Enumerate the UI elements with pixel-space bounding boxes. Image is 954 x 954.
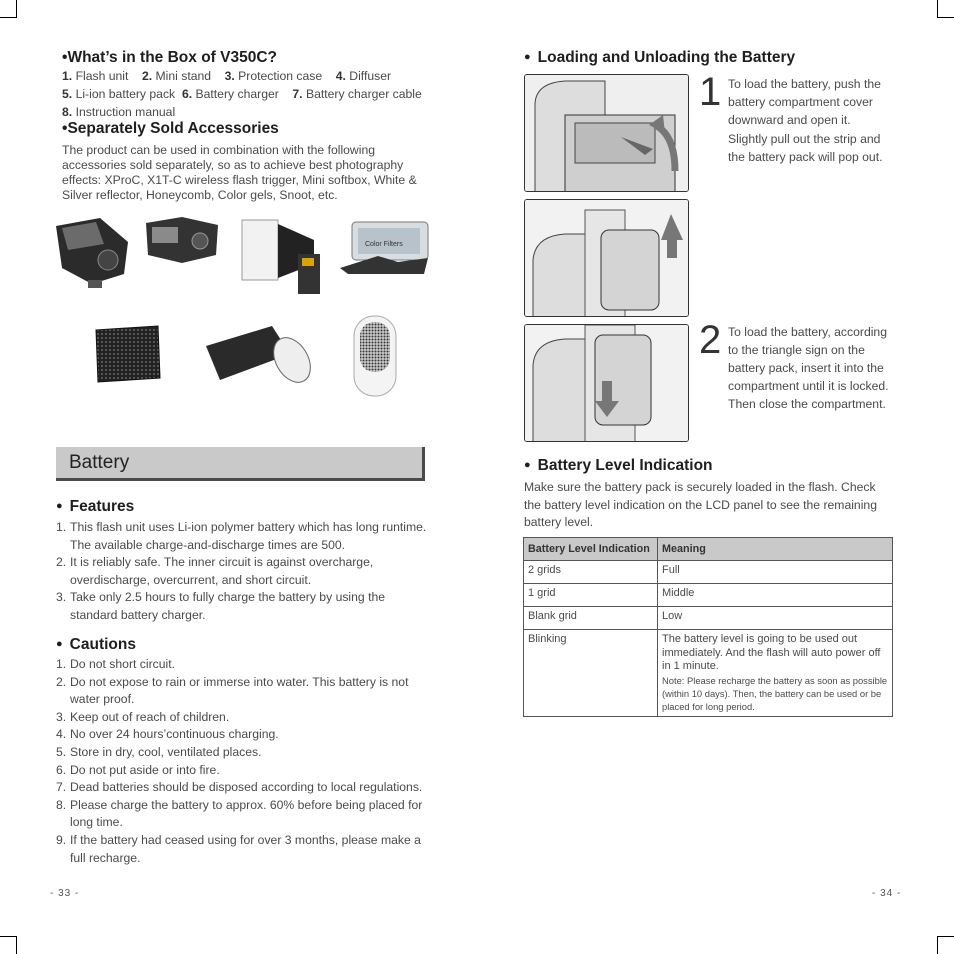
table-cell: Blinking xyxy=(524,630,658,717)
step-2-text: To load the battery, according to the triangle sign on the battery pack, insert it into the compartment until it is locked. Then close the compartment. xyxy=(728,325,889,411)
snoot-image xyxy=(200,320,312,388)
table-header-row xyxy=(524,538,893,561)
table-cell: Blank grid xyxy=(524,607,658,630)
table-header-cell: Battery Level Indication xyxy=(524,538,658,561)
battery-popout-photo xyxy=(524,199,689,317)
crop-mark xyxy=(937,0,938,18)
list-item: 3. Take only 2.5 hours to fully charge the battery by using the standard battery charger. xyxy=(56,590,386,622)
box-contents-title: • What’s in the Box of V350C? xyxy=(62,49,277,67)
x1tc-trigger-image xyxy=(142,215,222,265)
loading-title: ● Loading and Unloading the Battery xyxy=(524,49,795,67)
list-item: 1. Do not short circuit. xyxy=(56,657,175,671)
crop-mark xyxy=(16,0,17,18)
list-item: 3. Keep out of reach of children. xyxy=(56,709,230,724)
crop-mark xyxy=(937,936,954,937)
table-cell: 1 grid xyxy=(524,584,658,607)
crop-mark xyxy=(0,936,17,937)
level-title: ● Battery Level Indication xyxy=(524,457,713,475)
table-cell: 2 grids xyxy=(524,561,658,584)
accessories-text: The product can be used in combination with the following accessories sold separately, so as to achieve best photography effects: XProC, X1T-C wireless flash trigger, Mini softbox, White & Silver reflector, Honeycomb, Color gels, Snoot, etc. xyxy=(62,143,417,202)
honeycomb-image xyxy=(92,324,164,384)
table-row xyxy=(524,561,893,584)
page-number-left: - 33 - xyxy=(50,888,80,899)
cautions-title: ● Cautions xyxy=(56,636,136,654)
list-item: 7. Dead batteries should be disposed according to local regulations. xyxy=(56,780,423,795)
list-item: 2. It is reliably safe. The inner circuit is against overcharge, overdischarge, overcurrent, and short circuit. xyxy=(56,555,374,587)
list-item: 4. No over 24 hours’continuous charging. xyxy=(56,727,279,742)
features-list xyxy=(56,519,428,625)
battery-cover-photo xyxy=(524,74,689,192)
list-item: 9. If the battery had ceased using for over 3 months, please make a full recharge. xyxy=(56,832,421,865)
crop-mark xyxy=(937,936,938,954)
table-row xyxy=(524,607,893,630)
table-cell: Full xyxy=(658,561,893,584)
battery-section-bar xyxy=(56,447,425,481)
list-item: 5. Store in dry, cool, ventilated places. xyxy=(56,744,262,759)
table-row xyxy=(524,584,893,607)
battery-heading: Battery xyxy=(69,452,130,473)
meaning-text: The battery level is going to be used out immediately. And the flash will auto power off in 1 minute. xyxy=(662,633,881,673)
level-text: Make sure the battery pack is securely loaded in the flash. Check the battery level indication on the LCD panel to see the remaining battery level. xyxy=(524,480,877,530)
step-1-number: 1 xyxy=(699,70,722,114)
box-items-line-1: 1. Flash unit 2. Mini stand 3. Protection case 4. Diffuser xyxy=(62,69,392,83)
accessories-title: • Separately Sold Accessories xyxy=(62,120,279,138)
reflector-image xyxy=(350,314,400,398)
battery-insert-photo xyxy=(524,324,689,442)
crop-mark xyxy=(16,936,17,954)
page-number-right: - 34 - xyxy=(872,888,902,899)
crop-mark xyxy=(0,17,17,18)
table-header-cell: Meaning xyxy=(658,538,893,561)
meaning-note: Note: Please recharge the battery as soon as possible (within 10 days). Then, the battery can be used or be placed for long period. xyxy=(662,674,888,712)
features-title: ● Features xyxy=(56,498,134,516)
table-cell xyxy=(658,630,893,717)
list-item: 8. Please charge the battery to approx. 60% before being placed for long time. xyxy=(56,797,423,830)
table-cell: Low xyxy=(658,607,893,630)
table-cell: Middle xyxy=(658,584,893,607)
mini-softbox-image xyxy=(240,214,328,300)
box-items-line-3: 8. Instruction manual xyxy=(62,105,176,119)
list-item: 1. This flash unit uses Li-ion polymer battery which has long runtime. The available charge-and-discharge times are 500. xyxy=(56,520,427,552)
crop-mark xyxy=(937,17,954,18)
step-1-text: To load the battery, push the battery compartment cover downward and open it. xyxy=(728,77,881,127)
list-item: 2. Do not expose to rain or immerse into water. This battery is not water proof. xyxy=(56,674,409,707)
table-row xyxy=(524,630,893,717)
step-2-number: 2 xyxy=(699,318,722,362)
battery-level-table xyxy=(523,537,893,717)
list-item: 6. Do not put aside or into fire. xyxy=(56,762,220,777)
box-items-line-2: 5. Li-ion battery pack 6. Battery charger 7. Battery charger cable xyxy=(62,87,422,101)
color-filters-label: Color Filters xyxy=(365,241,403,248)
step-1-text-2: Slightly pull out the strip and the battery pack will pop out. xyxy=(728,132,883,164)
xproc-trigger-image xyxy=(52,214,136,290)
cautions-list xyxy=(56,656,428,867)
